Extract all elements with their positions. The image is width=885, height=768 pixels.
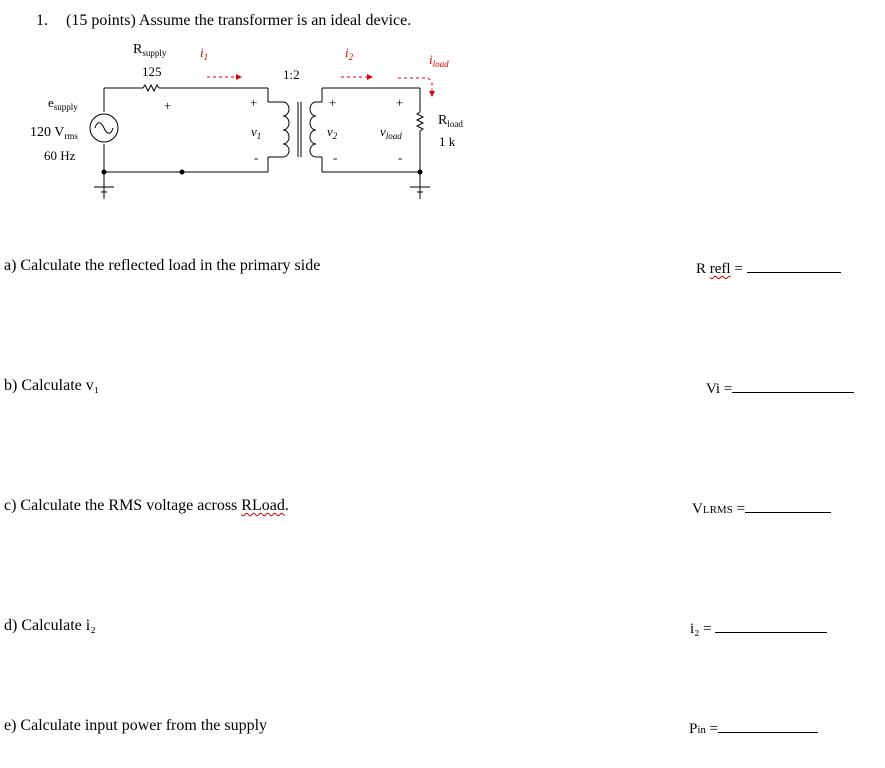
plus-sign: +: [164, 98, 172, 113]
plus-sign: +: [396, 95, 404, 110]
source-voltage: 120 $V_{rms}$: [30, 125, 78, 141]
answer-d: i₂ =: [690, 618, 827, 638]
source-frequency: 60 Hz: [44, 148, 76, 163]
primary-coil: [283, 102, 289, 157]
minus-sign: -: [398, 150, 403, 165]
v2-label: $v_2$: [327, 124, 338, 141]
question-b: b) Calculate v₁: [4, 377, 100, 394]
answer-blank-c[interactable]: [745, 498, 831, 513]
r-load-name: $R_{load}$: [438, 113, 463, 129]
answer-b: Vi =: [706, 378, 854, 398]
r-supply-resistor: [143, 85, 159, 91]
v1-label: $v_1$: [251, 124, 262, 141]
iload-label: $i_{load}$: [429, 52, 449, 69]
answer-c: VLRMS =: [692, 498, 831, 518]
answer-blank-d[interactable]: [715, 618, 827, 633]
answer-e: Pin =: [689, 718, 818, 738]
node-dot: [180, 170, 185, 175]
secondary-coil: [310, 102, 316, 157]
rload-text: RLoad: [241, 497, 285, 514]
plus-sign: +: [329, 95, 337, 110]
question-a: a) Calculate the reflected load in the primary side: [4, 257, 321, 274]
minus-sign: -: [333, 150, 338, 165]
question-e: e) Calculate input power from the supply: [4, 717, 268, 734]
answer-blank-b[interactable]: [732, 378, 854, 393]
iload-arrow: [398, 78, 432, 96]
r-supply-value: 125: [142, 64, 162, 79]
question-c: c) Calculate the RMS voltage across RLoad.: [4, 497, 289, 514]
r-load-value: 1 k: [439, 134, 456, 149]
i2-label: $i_2$: [345, 45, 354, 62]
refl-text: refl: [709, 261, 731, 277]
problem-number: 1.: [36, 12, 48, 29]
question-d: d) Calculate i₂: [4, 617, 96, 634]
transformer-ratio: 1:2: [283, 67, 300, 82]
answer-a: R refl =: [696, 258, 841, 278]
r-load-resistor: [417, 112, 423, 131]
source-name: $e_{supply}$: [48, 95, 78, 112]
answer-blank-a[interactable]: [747, 258, 841, 273]
i1-label: $i_1$: [200, 45, 209, 62]
vload-label: $v_{load}$: [380, 124, 402, 141]
minus-sign: -: [254, 150, 259, 165]
problem-text: (15 points) Assume the transformer is an ideal device.: [66, 12, 412, 29]
circuit-diagram: [0, 0, 885, 240]
r-supply-name: $R_{supply}$: [133, 42, 167, 58]
plus-sign: +: [250, 95, 258, 110]
answer-blank-e[interactable]: [718, 718, 818, 733]
